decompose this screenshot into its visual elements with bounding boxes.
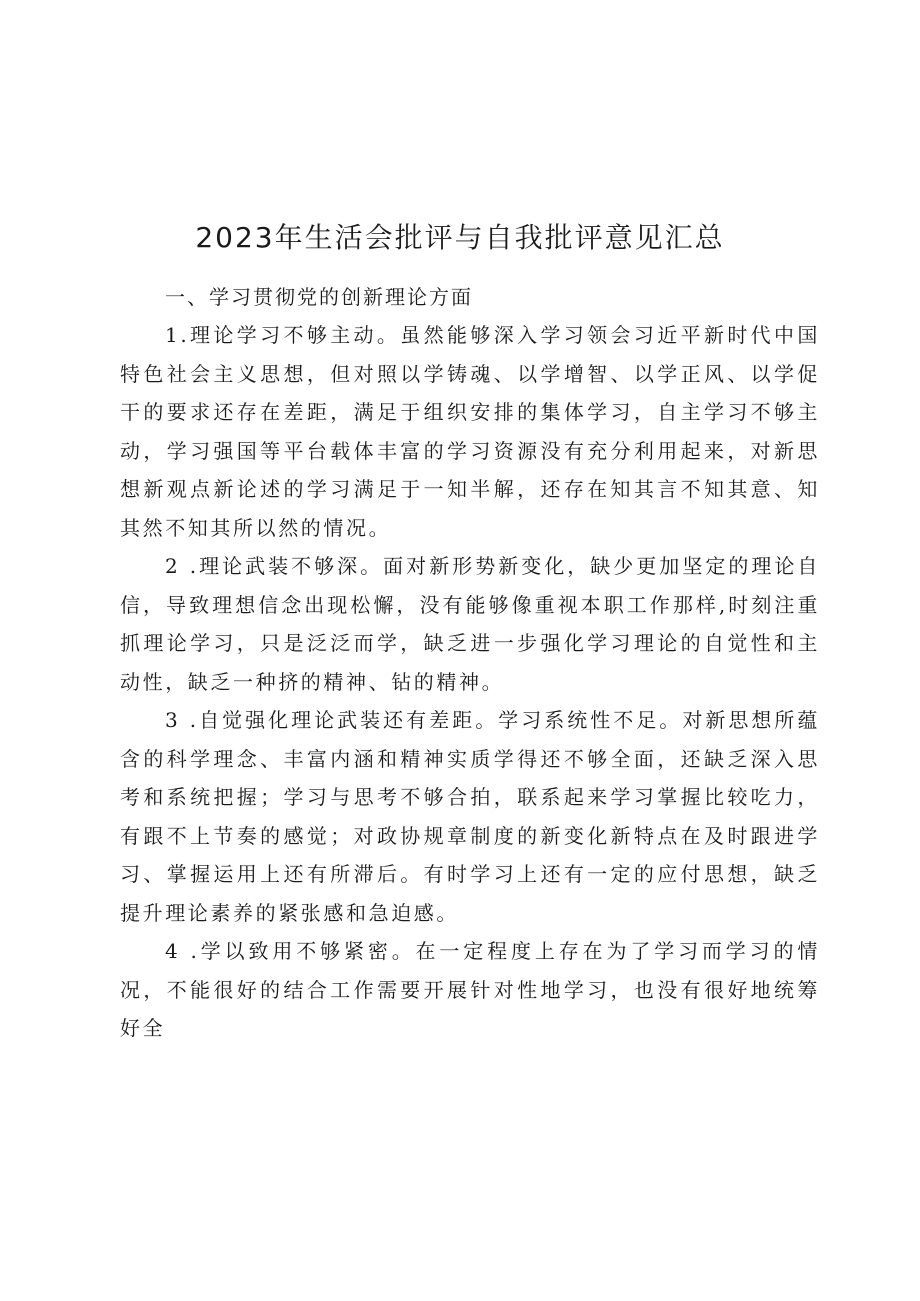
paragraph-1: 1.理论学习不够主动。虽然能够深入学习领会习近平新时代中国特色社会主义思想，但对照以学铸魂、以学增智、以学正风、以学促干的要求还存在差距，满足于组织安排的集体学习，自主学习不够主动，学习强国等平台载体丰富的学习资源没有充分利用起来，对新思想新观点新论述的学习满足于一知半解，还存在知其言不知其意、知其然不知其所以然的情况。	[120, 323, 820, 540]
document-body	[120, 278, 820, 1048]
paragraph-2: 2 .理论武装不够深。面对新形势新变化，缺少更加坚定的理论自信，导致理想信念出现松懈，没有能够像重视本职工作那样,时刻注重抓理论学习，只是泛泛而学，缺乏进一步强化学习理论的自觉性和主动性，缺乏一种挤的精神、钻的精神。	[120, 554, 820, 694]
paragraph-4: 4 .学以致用不够紧密。在一定程度上存在为了学习而学习的情况，不能很好的结合工作需要开展针对性地学习，也没有很好地统筹好全	[120, 939, 820, 1040]
section-heading: 一、学习贯彻党的创新理论方面	[165, 285, 473, 309]
paragraph-3: 3 .自觉强化理论武装还有差距。学习系统性不足。对新思想所蕴含的科学理念、丰富内涵和精神实质学得还不够全面，还缺乏深入思考和系统把握；学习与思考不够合拍，联系起来学习掌握比较吃力，有跟不上节奏的感觉；对政协规章制度的新变化新特点在及时跟进学习、掌握运用上还有所滞后。有时学习上还有一定的应付思想，缺乏提升理论素养的紧张感和急迫感。	[120, 708, 820, 925]
document-title: 2023年生活会批评与自我批评意见汇总	[195, 221, 725, 254]
